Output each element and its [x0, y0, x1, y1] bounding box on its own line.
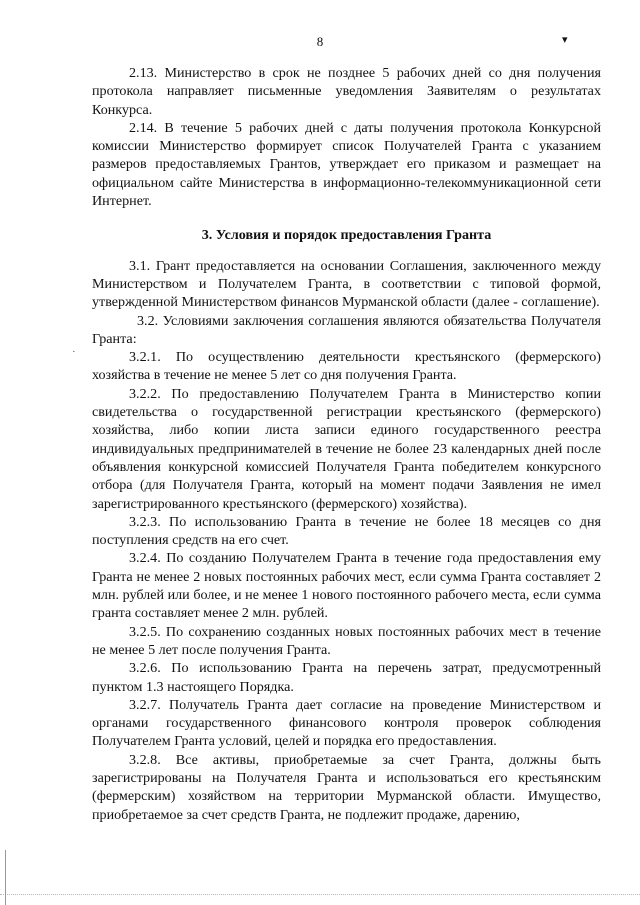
- paragraph-3-2-6: 3.2.6. По использованию Гранта на перечень затрат, предусмотренный пунктом 1.3 настоящего Порядка.: [92, 660, 601, 695]
- paragraph-2-14: 2.14. В течение 5 рабочих дней с даты получения протокола Конкурсной комиссии Министерство формирует список Получателей Гранта с указанием размеров предоставляемых Грантов, утверждает его приказом и размещает на официальном сайте Министерства в информационно-телекоммуникационной сети Интернет.: [92, 119, 601, 210]
- paragraph-3-2-2: 3.2.2. По предоставлению Получателем Гранта в Министерство копии свидетельства о государственной регистрации крестьянского (фермерского) хозяйства, либо копии листа записи единого государственного реестра индивидуальных предпринимателей в течение не более 23 календарных дней после объявления конкурсной комиссией Получателя Гранта победителем конкурсного отбора (для Получателя Гранта, который на момент подачи Заявления не имел зарегистрированного крестьянского (фермерского) хозяйства).: [92, 385, 601, 512]
- page-number: 8: [316, 34, 324, 49]
- paragraph-2-13: 2.13. Министерство в срок не позднее 5 рабочих дней со дня получения протокола направляет письменные уведомления Заявителям о результатах Конкурса.: [92, 65, 601, 118]
- paragraph-3-2-3: 3.2.3. По использованию Гранта в течение не более 18 месяцев со дня поступления средств на его счет.: [92, 513, 601, 549]
- margin-mark: ·: [72, 346, 76, 358]
- document-body: [92, 64, 601, 824]
- paragraph-3-1: 3.1. Грант предоставляется на основании Соглашения, заключенного между Министерством и Получателем Гранта, в соответствии с типовой формой, утвержденной Министерством финансов Мурманской области (далее - соглашение).: [92, 257, 601, 311]
- section-title: 3. Условия и порядок предоставления Гранта: [201, 227, 492, 244]
- scan-bottom-edge: [0, 894, 640, 905]
- paragraph-3-2-8: 3.2.8. Все активы, приобретаемые за счет Гранта, должны быть зарегистрированы на Получателя Гранта и использоваться его крестьянским (фермерским) хозяйством на территории Мурманской области. Имущество, приобретаемое за счет средств Гранта, не подлежит продаже, дарению,: [92, 751, 601, 823]
- paragraph-3-2-7: 3.2.7. Получатель Гранта дает согласие на проведение Министерством и органами государственного финансового контроля проверок соблюдения Получателем Гранта условий, целей и порядка его предоставления.: [92, 696, 601, 750]
- paragraph-3-2-1: 3.2.1. По осуществлению деятельности крестьянского (фермерского) хозяйства в течение не менее 5 лет со дня получения Гранта.: [92, 349, 601, 384]
- scan-left-edge: [5, 850, 6, 905]
- scan-dot-mark: ▾: [562, 34, 568, 46]
- paragraph-3-2-5: 3.2.5. По сохранению созданных новых постоянных рабочих мест в течение не менее 5 лет после получения Гранта.: [92, 623, 601, 658]
- paragraph-3-2-4: 3.2.4. По созданию Получателем Гранта в течение года предоставления ему Гранта не менее 2 новых постоянных рабочих мест, если сумма Гранта составляет 2 млн. рублей или более, и не менее 1 нового постоянного рабочего места, если сумма гранта составляет менее 2 млн. рублей.: [92, 550, 601, 622]
- paragraph-3-2: 3.2. Условиями заключения соглашения являются обязательства Получателя Гранта:: [92, 312, 601, 347]
